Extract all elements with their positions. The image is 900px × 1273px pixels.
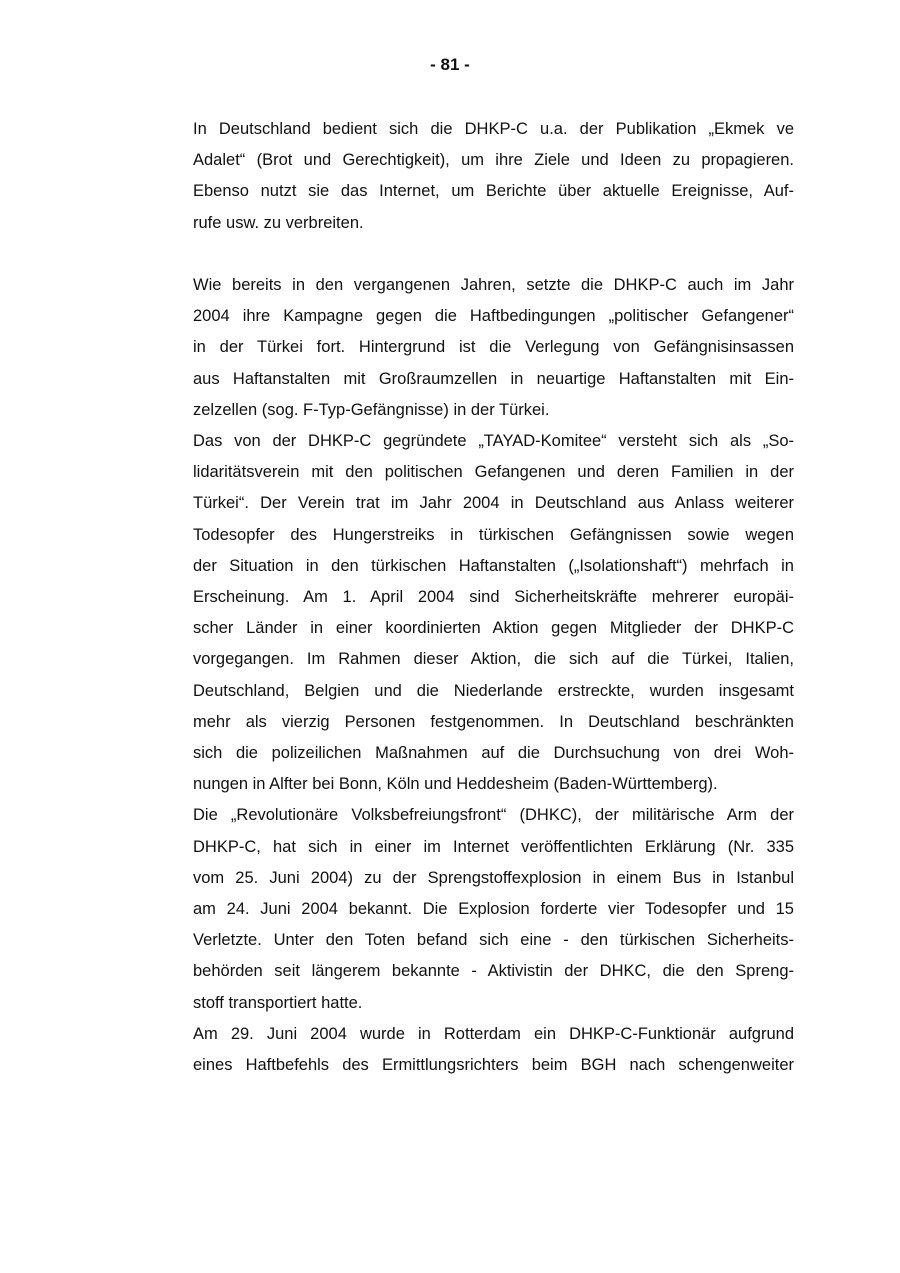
text-line: der Situation in den türkischen Haftanstalten („Isolationshaft“) mehrfach in: [193, 556, 794, 575]
text-line: vom 25. Juni 2004) zu der Sprengstoffexplosion in einem Bus in Istanbul: [193, 868, 794, 887]
text-line: In Deutschland bedient sich die DHKP-C u.a. der Publikation „Ekmek ve: [193, 120, 794, 138]
text-line: Türkei“. Der Verein trat im Jahr 2004 in Deutschland aus Anlass weiterer: [193, 494, 794, 513]
text-line: vorgegangen. Im Rahmen dieser Aktion, die sich auf die Türkei, Italien,: [193, 650, 794, 669]
text-line: 2004 ihre Kampagne gegen die Haftbedingungen „politischer Gefangener“: [193, 307, 794, 326]
text-line: mehr als vierzig Personen festgenommen. In Deutschland beschränkten: [193, 712, 794, 731]
text-line: rufe usw. zu verbreiten.: [193, 213, 364, 232]
text-line: stoff transportiert hatte.: [193, 993, 363, 1012]
text-line: Verletzte. Unter den Toten befand sich eine - den türkischen Sicherheits-: [193, 931, 794, 950]
text-line: Die „Revolutionäre Volksbefreiungsfront“ (DHKC), der militärische Arm der: [193, 806, 794, 825]
text-line: Erscheinung. Am 1. April 2004 sind Sicherheitskräfte mehrerer europäi-: [193, 588, 794, 607]
text-line: zelzellen (sog. F-Typ-Gefängnisse) in der Türkei.: [193, 400, 550, 419]
text-line: lidaritätsverein mit den politischen Gefangenen und deren Familien in der: [193, 463, 794, 482]
text-line: Todesopfer des Hungerstreiks in türkischen Gefängnissen sowie wegen: [193, 525, 794, 544]
text-line: nungen in Alfter bei Bonn, Köln und Heddesheim (Baden-Württemberg).: [193, 775, 718, 794]
text-line: DHKP-C, hat sich in einer im Internet veröffentlichten Erklärung (Nr. 335: [193, 837, 794, 856]
text-line: Am 29. Juni 2004 wurde in Rotterdam ein DHKP-C-Funktionär aufgrund: [193, 1024, 794, 1043]
text-line: eines Haftbefehls des Ermittlungsrichters beim BGH nach schengenweiter: [193, 1056, 794, 1075]
paragraph-spacer: [193, 239, 794, 270]
text-line: Ebenso nutzt sie das Internet, um Berichte über aktuelle Ereignisse, Auf-: [193, 182, 794, 201]
paragraph-tayad: [193, 426, 794, 800]
text-line: aus Haftanstalten mit Großraumzellen in neuartige Haftanstalten mit Ein-: [193, 369, 794, 388]
paragraph-campaign: [193, 270, 794, 426]
paragraph-publication: [193, 114, 794, 239]
paragraph-dhkc: [193, 800, 794, 1018]
text-line: Das von der DHKP-C gegründete „TAYAD-Komitee“ versteht sich als „So-: [193, 432, 794, 451]
text-line: scher Länder in einer koordinierten Aktion gegen Mitglieder der DHKP-C: [193, 619, 794, 638]
text-line: Deutschland, Belgien und die Niederlande erstreckte, wurden insgesamt: [193, 681, 794, 700]
text-line: Wie bereits in den vergangenen Jahren, setzte die DHKP-C auch im Jahr: [193, 276, 794, 294]
paragraph-rotterdam: [193, 1019, 794, 1081]
text-line: in der Türkei fort. Hintergrund ist die Verlegung von Gefängnisinsassen: [193, 338, 794, 357]
text-line: Adalet“ (Brot und Gerechtigkeit), um ihre Ziele und Ideen zu propagieren.: [193, 151, 794, 170]
text-line: am 24. Juni 2004 bekannt. Die Explosion forderte vier Todesopfer und 15: [193, 900, 794, 919]
text-line: behörden seit längerem bekannte - Aktivistin der DHKC, die den Spreng-: [193, 962, 794, 981]
text-line: sich die polizeilichen Maßnahmen auf die Durchsuchung von drei Woh-: [193, 744, 794, 763]
page-number: - 81 -: [430, 55, 470, 74]
body-text: [193, 114, 794, 1081]
